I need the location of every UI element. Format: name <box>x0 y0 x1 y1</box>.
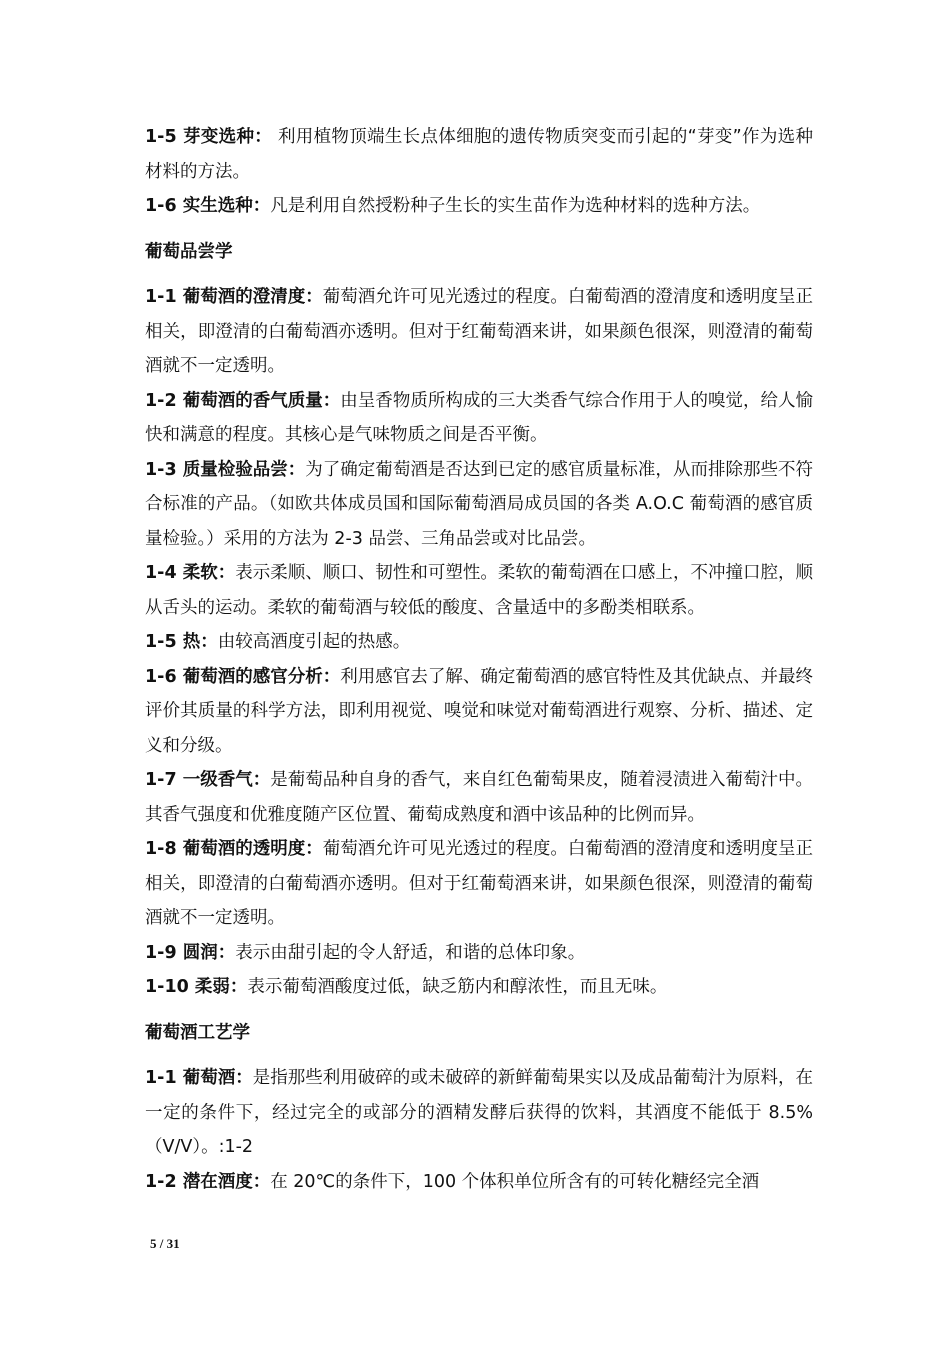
definition-term: 1-1 葡萄酒的澄清度： <box>145 287 323 307</box>
definition-text: 是葡萄品种自身的香气，来自红色葡萄果皮，随着浸渍进入葡萄汁中。其香气强度和优雅度随产区位置、葡萄成熟度和酒中该品种的比例而异。 <box>145 770 813 825</box>
definition-text: 为了确定葡萄酒是否达到已定的感官质量标准，从而排除那些不符合标准的产品。（如欧共体成员国和国际葡萄酒局成员国的各类 A.O.C 葡萄酒的感官质量检验。）采用的方法为 2-3 品尝、三角品尝或对比品尝。 <box>145 459 813 549</box>
definition-entry <box>145 1061 813 1165</box>
definition-text: 葡萄酒允许可见光透过的程度。白葡萄酒的澄清度和透明度呈正相关，即澄清的白葡萄酒亦透明。但对于红葡萄酒来讲，如果颜色很深，则澄清的葡萄酒就不一定透明。 <box>145 839 813 928</box>
definition-text: 利用植物顶端生长点体细胞的遗传物质突变而引起的“芽变”作为选种材料的方法。 <box>145 127 813 182</box>
definition-term: 1-7 一级香气： <box>145 770 271 790</box>
definition-entry <box>145 625 813 660</box>
definition-entry <box>145 384 813 453</box>
definition-term: 1-3 质量检验品尝： <box>145 459 306 480</box>
section-heading: 葡萄酒工艺学 <box>145 1022 250 1043</box>
document-body <box>145 120 813 1199</box>
definition-term: 1-9 圆润： <box>145 942 236 963</box>
definition-term: 1-5 芽变选种： <box>145 127 273 147</box>
definition-text: 由呈香物质所构成的三大类香气综合作用于人的嗅觉，给人愉快和满意的程度。其核心是气味物质之间是否平衡。 <box>145 390 813 445</box>
definition-term: 1-10 柔弱： <box>145 977 248 997</box>
section-heading: 葡萄品尝学 <box>145 241 233 262</box>
definition-entry <box>145 453 813 557</box>
definition-entry <box>145 763 813 832</box>
definition-entry <box>145 1165 813 1200</box>
definition-term: 1-1 葡萄酒： <box>145 1068 253 1088</box>
section-winemaking <box>145 1016 813 1200</box>
definition-term: 1-5 热： <box>145 632 218 652</box>
definition-text: 在 20℃的条件下，100 个体积单位所含有的可转化糖经完全酒 <box>270 1171 760 1192</box>
definition-term: 1-6 实生选种： <box>145 196 271 216</box>
definition-text: 表示由甜引起的令人舒适，和谐的总体印象。 <box>235 942 586 963</box>
definition-text: 表示葡萄酒酸度过低，缺乏筋内和醇浓性，而且无味。 <box>247 977 668 997</box>
definition-entry <box>145 970 813 1005</box>
definition-entry <box>145 832 813 936</box>
page-number: 5 / 31 <box>150 1236 180 1251</box>
definition-entry <box>145 280 813 384</box>
definition-term: 1-2 葡萄酒的香气质量： <box>145 390 341 411</box>
definition-term: 1-4 柔软： <box>145 563 236 583</box>
definition-text: 是指那些利用破碎的或未破碎的新鲜葡萄果实以及成品葡萄汁为原料，在一定的条件下，经过完全的或部分的酒精发酵后获得的饮料，其酒度不能低于 8.5%（V/V）。:1-2 <box>145 1068 813 1157</box>
definition-term: 1-8 葡萄酒的透明度： <box>145 839 323 859</box>
section-breeding-continued <box>145 120 813 224</box>
definition-term: 1-6 葡萄酒的感官分析： <box>145 666 341 687</box>
definition-entry <box>145 936 813 971</box>
definition-entry <box>145 556 813 625</box>
definition-text: 凡是利用自然授粉种子生长的实生苗作为选种材料的选种方法。 <box>270 196 761 216</box>
section-wine-tasting <box>145 235 813 1005</box>
definition-text: 葡萄酒允许可见光透过的程度。白葡萄酒的澄清度和透明度呈正相关，即澄清的白葡萄酒亦透明。但对于红葡萄酒来讲，如果颜色很深，则澄清的葡萄酒就不一定透明。 <box>145 287 813 376</box>
definition-entry <box>145 660 813 764</box>
definition-term: 1-2 潜在酒度： <box>145 1171 271 1192</box>
definition-text: 表示柔顺、顺口、韧性和可塑性。柔软的葡萄酒在口感上，不冲撞口腔，顺从舌头的运动。柔软的葡萄酒与较低的酸度、含量适中的多酚类相联系。 <box>145 563 813 618</box>
definition-text: 利用感官去了解、确定葡萄酒的感官特性及其优缺点、并最终评价其质量的科学方法，即利用视觉、嗅觉和味觉对葡萄酒进行观察、分析、描述、定义和分级。 <box>145 666 813 756</box>
definition-entry <box>145 189 813 224</box>
definition-entry <box>145 120 813 189</box>
definition-text: 由较高酒度引起的热感。 <box>217 632 411 652</box>
